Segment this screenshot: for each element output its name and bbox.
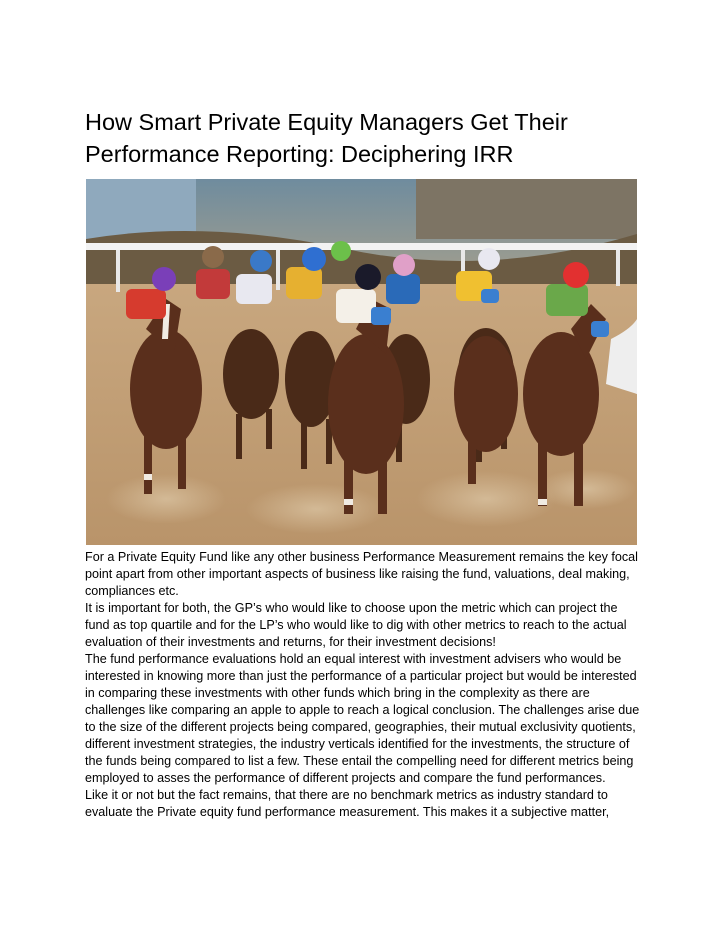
horse-racing-photo-icon (86, 179, 637, 545)
paragraph-3: The fund performance evaluations hold an equal interest with investment advisers who would be interested in knowing more than just the performance of a particular project but would be interested in comparing these investments with other funds which bring in the complexity as there are challenges like comparing an apple to apple to reach a logical conclusion. The challenges arise due to the size of the different projects being compared, geographies, their mutual exclusivity quotients, different investment strategies, the industry verticals identified for the investments, the structure of the funds being compared to list a few. These entail the compelling need for different metrics being employed to asses the performance of different projects and compare the fund performances. (85, 652, 640, 785)
article-title (85, 106, 645, 170)
hero-image (86, 179, 637, 545)
title-line-1: How Smart Private Equity Managers Get Their (85, 109, 568, 135)
title-line-2: Performance Reporting: Deciphering IRR (85, 141, 514, 167)
paragraph-1: For a Private Equity Fund like any other business Performance Measurement remains the key focal point apart from other important aspects of business like raising the fund, valuations, deal making, compliances etc. (85, 550, 638, 598)
article-body (85, 549, 640, 821)
paragraph-2: It is important for both, the GP’s who would like to choose upon the metric which can project the fund as top quartile and for the LP’s who would like to dig with other metrics to reach to the actual evaluation of their investments and returns, for their investment decisions! (85, 601, 627, 649)
paragraph-4: Like it or not but the fact remains, that there are no benchmark metrics as industry standard to evaluate the Private equity fund performance measurement. This makes it a subjective matter, (85, 788, 610, 819)
